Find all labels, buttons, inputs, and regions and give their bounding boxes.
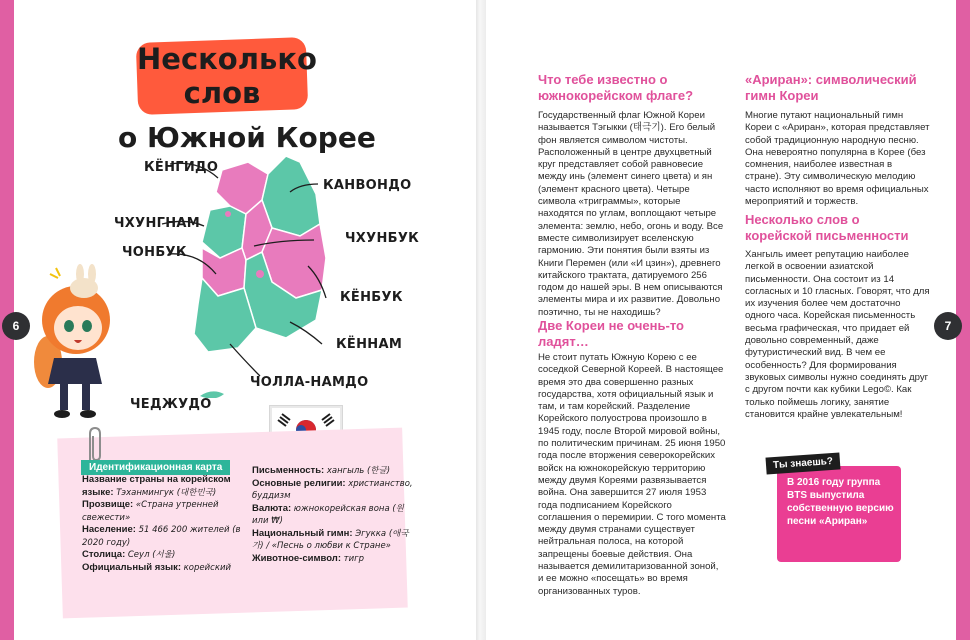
character-bunny-ear <box>76 264 84 284</box>
flag-section-body: Государственный флаг Южной Кореи называется Тэгыкки (태극기). Его белый фон является символом чистоты. Расположенный в центре двухцветный круг представляет собой равновесие между инь (элемент синего цвета) и ян (элемент красного цвета). Четыре символа «триграммы», которые находятся по углам, воплощают четыре элемента: землю, небо, огонь и воду. Все вместе символизирует вселенскую гармонию. Эти понятия были взяты из Книги Перемен (или «И цзин»), древнего китайского трактата, датируемого 256 годом до нашей эры. В нем описываются элементы мира и их развитие. Довольно поэтично, ты не находишь? <box>538 110 724 318</box>
id-card-right-column <box>252 465 417 565</box>
map-label-chonbuk: ЧОНБУК <box>122 245 187 260</box>
flag-section-heading: Что тебе известно о южнокорейском флаге? <box>538 72 694 103</box>
two-koreas-heading: Две Кореи не очень-то ладят… <box>538 318 684 349</box>
id-field: Название страны на корейском языке: Тэханмингук (대한민국) <box>82 474 231 498</box>
writing-body: Хангыль имеет репутацию наиболее легкой в освоении азиатской письменности. Она состоит из 14 согласных и 10 гласных. Говорят, что для их изучения более чем достаточно одного часа. Корейская письменность весьма графическая, что придает ей довольно современный, даже футуристический вид. В чем ее особенность? Для формирования звуковых символы нужно соединять друг с другом почти как кубики Lego©. Как только поймешь логику, занятие становится крайне увлекательным! <box>745 249 930 420</box>
map-label-chunbuk: ЧХУНБУК <box>345 231 420 246</box>
map-label-kyongnam: КЁННАМ <box>336 337 403 352</box>
map-label-cholla-namdo: ЧОЛЛА-НАМДО <box>250 375 369 390</box>
map-dot <box>225 211 231 217</box>
did-you-know-text: В 2016 году группа BTS выпустила собственную версию песни «Ариран» <box>787 477 894 527</box>
korea-map <box>150 148 340 398</box>
title-line-2: слов <box>183 76 261 110</box>
book-gutter <box>476 0 486 640</box>
id-card-tag: Идентификационная карта <box>81 460 230 475</box>
character-face <box>54 306 102 350</box>
id-field: Валюта: южнокорейская вона (원 или ₩) <box>252 502 404 526</box>
id-field: Письменность: хангыль (한글) <box>252 465 391 476</box>
writing-heading: Несколько слов о корейской письменности <box>745 212 909 243</box>
did-you-know-tag: Ты знаешь? <box>765 452 840 474</box>
character-eye-right <box>82 320 92 332</box>
map-label-chungnam: ЧХУНГНАМ <box>114 216 200 231</box>
character-skirt <box>48 358 102 384</box>
map-label-kyonggido: КЁНГИДО <box>144 160 219 175</box>
character-eye-left <box>64 320 74 332</box>
arirang-body: Многие путают национальный гимн Кореи с «Ариран», которая представляет собой традиционную народную песню. Она невероятно популярна в Корее (без сомнения, наиболее известная в стране). Эту символическую мелодию часто исполняют во время официальных мероприятий и торжеств. <box>745 110 930 208</box>
character-leg-right <box>82 382 90 410</box>
pointer-cholla <box>230 344 260 376</box>
id-field: Прозвище: «Страна утренней свежести» <box>82 499 219 523</box>
id-field: Животное-символ: тигр <box>252 552 364 564</box>
page-number-left: 6 <box>2 312 30 340</box>
id-field: Основные религии: христианство, буддизм <box>252 477 413 501</box>
id-field: Официальный язык: корейский <box>82 561 231 573</box>
arirang-heading: «Ариран»: символический гимн Кореи <box>745 72 917 103</box>
id-card-left-column <box>82 474 242 574</box>
map-regions <box>194 156 326 398</box>
page-number-right: 7 <box>934 312 962 340</box>
id-field: Столица: Сеул (서울) <box>82 549 176 560</box>
two-koreas-body: Не стоит путать Южную Корею с ее соседкой Северной Кореей. В настоящее время это два совершенно разных государства, хотя официальный язык и там, и там корейский. Разделение Корейского полуострова произошло в 1945 году, после Второй мировой войны, по политическим причинам. 25 июня 1950 года после вторжения северокорейских войск на южнокорейскую территорию между двумя Кореями развязывается война. Она завершится 27 июля 1953 года подписанием Корейского соглашения о перемирии. С того момента между двумя странами существует нейтральная полоса, на которой запрещены боевые действия. Она называется демилитаризованной зоной, и ее можно «посещать» во время организованных туров. <box>538 352 726 597</box>
fox-girl-illustration <box>30 262 122 422</box>
character-bunny-ear <box>88 264 96 284</box>
map-label-chejudo: ЧЕДЖУДО <box>130 397 212 412</box>
map-label-kangwondo: КАНВОНДО <box>323 178 412 193</box>
character-shoe-left <box>54 410 70 418</box>
character-shoe-right <box>80 410 96 418</box>
id-field: Национальный гимн: Эгукка (애국가) / «Песнь о любви к Стране» <box>252 527 409 551</box>
id-field: Население: 51 466 200 жителей (в 2020 году) <box>82 524 241 548</box>
sparkle-icon <box>50 268 60 278</box>
character-leg-left <box>60 382 68 410</box>
map-dot <box>256 270 264 278</box>
title-line-1: Несколько <box>137 42 317 76</box>
map-label-kyongbuk: КЁНБУК <box>340 290 403 305</box>
page-subtitle: о Южной Корее <box>118 121 376 154</box>
